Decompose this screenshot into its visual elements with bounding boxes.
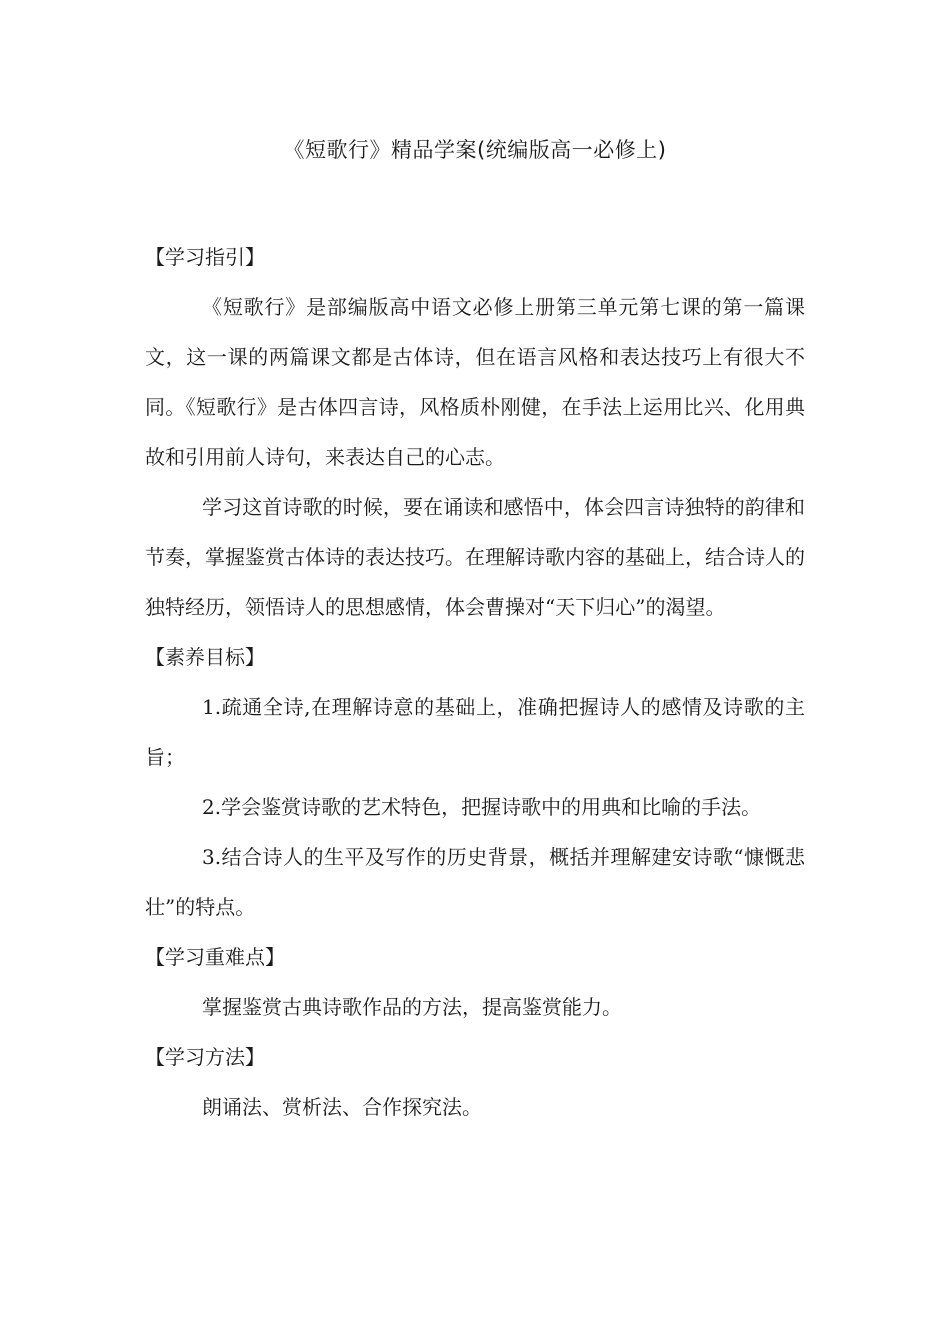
guide-paragraph-1: 《短歌行》是部编版高中语文必修上册第三单元第七课的第一篇课文，这一课的两篇课文都是古体诗，但在语言风格和表达技巧上有很大不同。《短歌行》是古体四言诗，风格质朴刚健，在手法上运用比兴、化用典故和引用前人诗句，来表达自己的心志。 [145, 295, 805, 469]
goal-item-1: 1.疏通全诗,在理解诗意的基础上，准确把握诗人的感情及诗歌的主旨； [145, 695, 805, 769]
goal-item-3: 3.结合诗人的生平及写作的历史背景，概括并理解建安诗歌“慷慨悲壮”的特点。 [145, 845, 805, 919]
method-text: 朗诵法、赏析法、合作探究法。 [202, 1095, 482, 1119]
section-heading-goals: 【素养目标】 [145, 645, 265, 669]
section-heading-guide: 【学习指引】 [145, 245, 265, 269]
document-body [145, 232, 805, 1132]
guide-paragraph-2: 学习这首诗歌的时候，要在诵读和感悟中，体会四言诗独特的韵律和节奏，掌握鉴赏古体诗的表达技巧。在理解诗歌内容的基础上，结合诗人的独特经历，领悟诗人的思想感情，体会曹操对“天下归心”的渴望。 [145, 495, 805, 619]
section-heading-method: 【学习方法】 [145, 1045, 265, 1069]
key-points-text: 掌握鉴赏古典诗歌作品的方法，提高鉴赏能力。 [202, 995, 622, 1019]
goal-item-2: 2.学会鉴赏诗歌的艺术特色，把握诗歌中的用典和比喻的手法。 [202, 795, 762, 819]
document-title: 《短歌行》精品学案(统编版高一必修上) [283, 138, 667, 162]
section-heading-key-points: 【学习重难点】 [145, 945, 285, 969]
